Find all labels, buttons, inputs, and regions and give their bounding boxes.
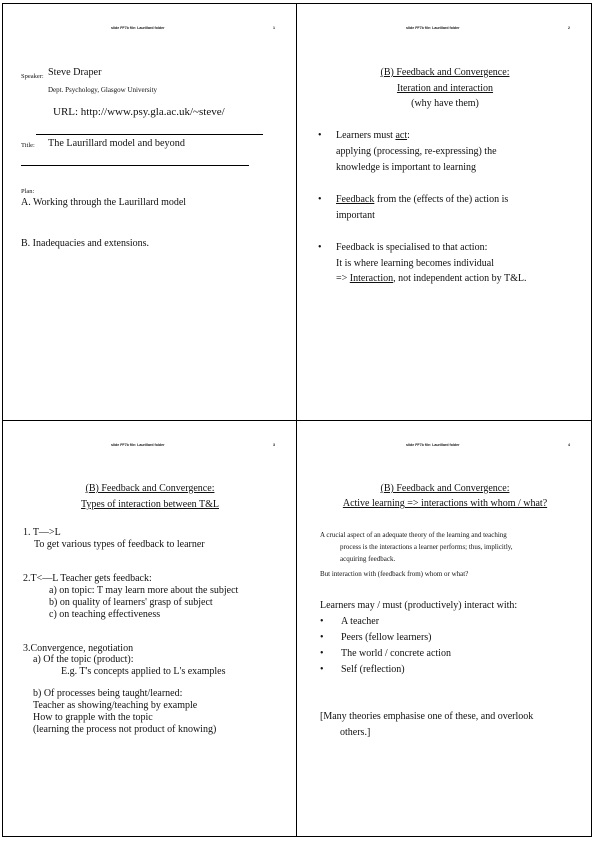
item-3-a: a) Of the topic (product): — [33, 654, 134, 665]
bullet-3-line-2: It is where learning becomes individual — [336, 258, 495, 269]
title-label: Title: — [21, 142, 35, 149]
slide-subheading: Types of interaction between T&L — [81, 499, 219, 510]
slide-page-number: 2 — [568, 26, 570, 30]
slide-subheading-note: (why have them) — [411, 98, 479, 109]
slide-3 — [3, 421, 297, 837]
bullet-1-line-3: knowledge is important to learning — [336, 162, 476, 173]
speaker-name: Steve Draper — [48, 67, 102, 78]
item-2-c: c) on teaching effectiveness — [49, 609, 161, 620]
slide-header-text: slide FF7b file: Laurillard folder — [406, 443, 460, 447]
item-3-b: b) Of processes being taught/learned: — [33, 688, 183, 699]
slide-header — [298, 443, 592, 451]
item-1: 1. T—>L — [23, 527, 61, 538]
rule-2 — [21, 165, 249, 166]
para-1-line-3: acquiring feedback. — [340, 555, 396, 563]
slide-page-number: 4 — [568, 443, 570, 447]
slide-header — [3, 443, 297, 451]
bullet-3-line-3 — [336, 273, 527, 284]
text: => — [336, 273, 350, 284]
slide-subheading: Active learning => interactions with whom / what? — [342, 498, 548, 509]
plan-item-a: A. Working through the Laurillard model — [21, 197, 187, 208]
slide-2 — [298, 4, 592, 420]
item-2-a: a) on topic: T may learn more about the subject — [49, 585, 239, 596]
slide-header-text: slide FF7b file: Laurillard folder — [406, 26, 460, 30]
list-item: Peers (fellow learners) — [341, 632, 432, 643]
slide-header — [298, 26, 592, 34]
plan-label: Plan: — [21, 188, 35, 195]
talk-title: The Laurillard model and beyond — [48, 138, 185, 149]
para-1-line-1: A crucial aspect of an adequate theory of the learning and teaching — [320, 531, 507, 539]
text: from the (effects of the) action is — [374, 194, 509, 205]
list-item: A teacher — [341, 616, 380, 627]
slide-heading: (B) Feedback and Convergence: — [380, 67, 510, 78]
slide-page-number: 1 — [273, 26, 275, 30]
item-1-detail: To get various types of feedback to learner — [34, 539, 205, 550]
speaker-dept: Dept. Psychology, Glasgow University — [48, 86, 158, 94]
act-word: act — [395, 130, 408, 141]
bullet-icon: • — [320, 648, 324, 659]
item-3-b-line-1: Teacher as showing/teaching by example — [33, 700, 198, 711]
slide-page-number: 3 — [273, 443, 275, 447]
speaker-label: Speaker: — [21, 73, 44, 80]
rule-1 — [36, 134, 263, 135]
bullet-2-line-1 — [336, 194, 508, 205]
item-3-b-line-3: (learning the process not product of knowing) — [33, 724, 217, 735]
slide-4 — [298, 421, 592, 837]
item-2-b: b) on quality of learners' grasp of subject — [49, 597, 213, 608]
item-3-b-line-2: How to grapple with the topic — [33, 712, 153, 723]
text: : — [407, 130, 410, 141]
speaker-url: URL: http://www.psy.gla.ac.uk/~steve/ — [53, 106, 225, 118]
note-line-1: [Many theories emphasise one of these, and overlook — [320, 711, 534, 722]
text: , not independent action by T&L. — [393, 273, 527, 284]
bullet-icon: • — [318, 194, 322, 205]
slide-header-text: slide FF7b file: Laurillard folder — [111, 26, 165, 30]
para-2: But interaction with (feedback from) whom or what? — [320, 570, 469, 578]
text: Learners must — [336, 130, 396, 141]
slide-1 — [3, 4, 297, 420]
bullet-icon: • — [318, 130, 322, 141]
plan-item-b: B. Inadequacies and extensions. — [21, 238, 150, 249]
bullet-icon: • — [320, 664, 324, 675]
feedback-word: Feedback — [336, 194, 375, 205]
bullet-icon: • — [320, 632, 324, 643]
para-1-line-2: process is the interactions a learner performs; thus, implicitly, — [340, 543, 513, 551]
item-3-a-example: E.g. T's concepts applied to L's examples — [61, 666, 226, 677]
slide-header-text: slide FF7b file: Laurillard folder — [111, 443, 165, 447]
item-3: 3.Convergence, negotiation — [23, 643, 134, 654]
list-item: The world / concrete action — [341, 648, 451, 659]
list-item: Self (reflection) — [341, 664, 405, 675]
slide-heading: (B) Feedback and Convergence: — [85, 483, 215, 494]
bullet-icon: • — [320, 616, 324, 627]
bullet-1-line-2: applying (processing, re-expressing) the — [336, 146, 497, 157]
list-lead: Learners may / must (productively) interact with: — [320, 600, 518, 611]
interaction-word: Interaction — [349, 273, 394, 284]
bullet-2-line-2: important — [336, 210, 375, 221]
slide-header — [3, 26, 297, 34]
slide-heading: (B) Feedback and Convergence: — [380, 483, 510, 494]
bullet-icon: • — [318, 242, 322, 253]
bullet-3-line-1: Feedback is specialised to that action: — [336, 242, 488, 253]
slide-subheading: Iteration and interaction — [396, 83, 494, 94]
bullet-1-line-1 — [336, 130, 410, 141]
note-line-2: others.] — [340, 727, 371, 738]
item-2: 2.T<—L Teacher gets feedback: — [23, 573, 152, 584]
